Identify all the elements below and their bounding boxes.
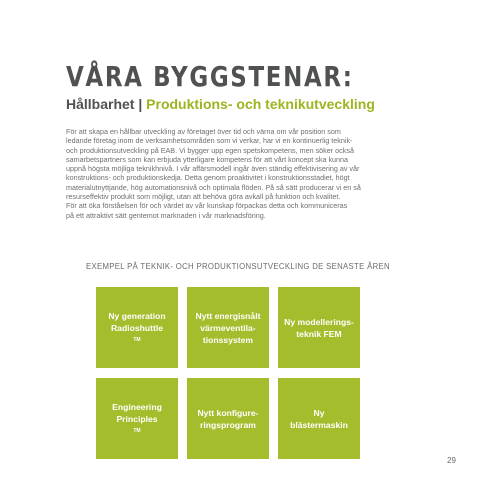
subtitle-section: Produktions- och teknikutveckling — [146, 96, 375, 112]
tile-text: Radioshuttle — [110, 322, 164, 333]
tile-line — [108, 322, 165, 346]
tile-radioshuttle — [96, 287, 178, 368]
tile-line: Engineering — [112, 401, 162, 412]
page-subtitle — [66, 96, 375, 112]
tile-line: Nytt energisnålt — [195, 310, 261, 321]
tile-line: tionssystem — [202, 334, 254, 345]
body-line: materialutnyttjande, hög automationsnivå och optimala flöden. På så sätt producerar vi en så — [66, 182, 361, 192]
tile-energy-ventilation — [187, 287, 269, 368]
tile-blasting-machine — [278, 378, 360, 459]
tile-line: ringsprogram — [200, 419, 256, 430]
tile-line — [112, 413, 162, 437]
subtitle-topic: Hållbarhet — [66, 96, 135, 112]
tile-configuration-program — [187, 378, 269, 459]
body-line: konstruktions- och produktionskedja. Detta genom proaktivitet i konstruktionsstadiet, högt — [66, 173, 350, 183]
body-line: uppnå högsta möjliga teknikhnivå. I vår affärsmodell ingår även ständig effektivisering av vår — [66, 164, 360, 174]
tile-engineering-principles — [96, 378, 178, 459]
examples-heading: EXEMPEL PÅ TEKNIK- OCH PRODUKTIONSUTVECKLING DE SENASTE ÅREN — [86, 262, 390, 271]
tile-line: blästermaskin — [290, 419, 348, 430]
tile-fem-modelling — [278, 287, 360, 368]
body-line: resurseffektiv produkt som möjligt, utan att behöva göra avkall på funktion och kvalitet. — [66, 192, 341, 202]
subtitle-separator: | — [138, 96, 143, 112]
trademark-mark: TM — [133, 336, 141, 343]
body-paragraph — [66, 127, 396, 220]
tile-line: Ny generation — [108, 310, 166, 321]
tile-line: värmeventila- — [200, 322, 256, 333]
page-number: 29 — [447, 456, 456, 465]
body-line: För att skapa en hållbar utveckling av företaget över tid och värna om vår position som — [66, 127, 341, 136]
tile-line: teknik FEM — [296, 328, 342, 339]
tile-line: Nytt konfigure- — [197, 407, 259, 418]
body-line: ledande företag inom de verksamhetsområden som vi verkar, har vi en kontinuerlig teknik- — [66, 136, 353, 146]
page-title: VÅRA BYGGSTENAR: — [66, 60, 354, 93]
body-line: och produktionsutveckling på EAB. Vi bygger upp egen spetskompetens, men söker också — [66, 145, 354, 155]
tile-line: Ny — [313, 407, 325, 418]
body-line: samarbetspartners som kan erbjuda ytterligare kompetens för att vårt koncept ska kunna — [66, 154, 349, 164]
body-line: på ett attraktivt sätt gentemot marknaden i vår marknadsföring. — [66, 210, 266, 220]
tile-line: Ny modellerings- — [284, 316, 354, 327]
tile-text: Principles — [116, 413, 158, 424]
trademark-mark: TM — [133, 427, 141, 434]
body-line: För att öka förståelsen för och värdet av vår kunskap förpackas detta och kommuniceras — [66, 201, 348, 211]
